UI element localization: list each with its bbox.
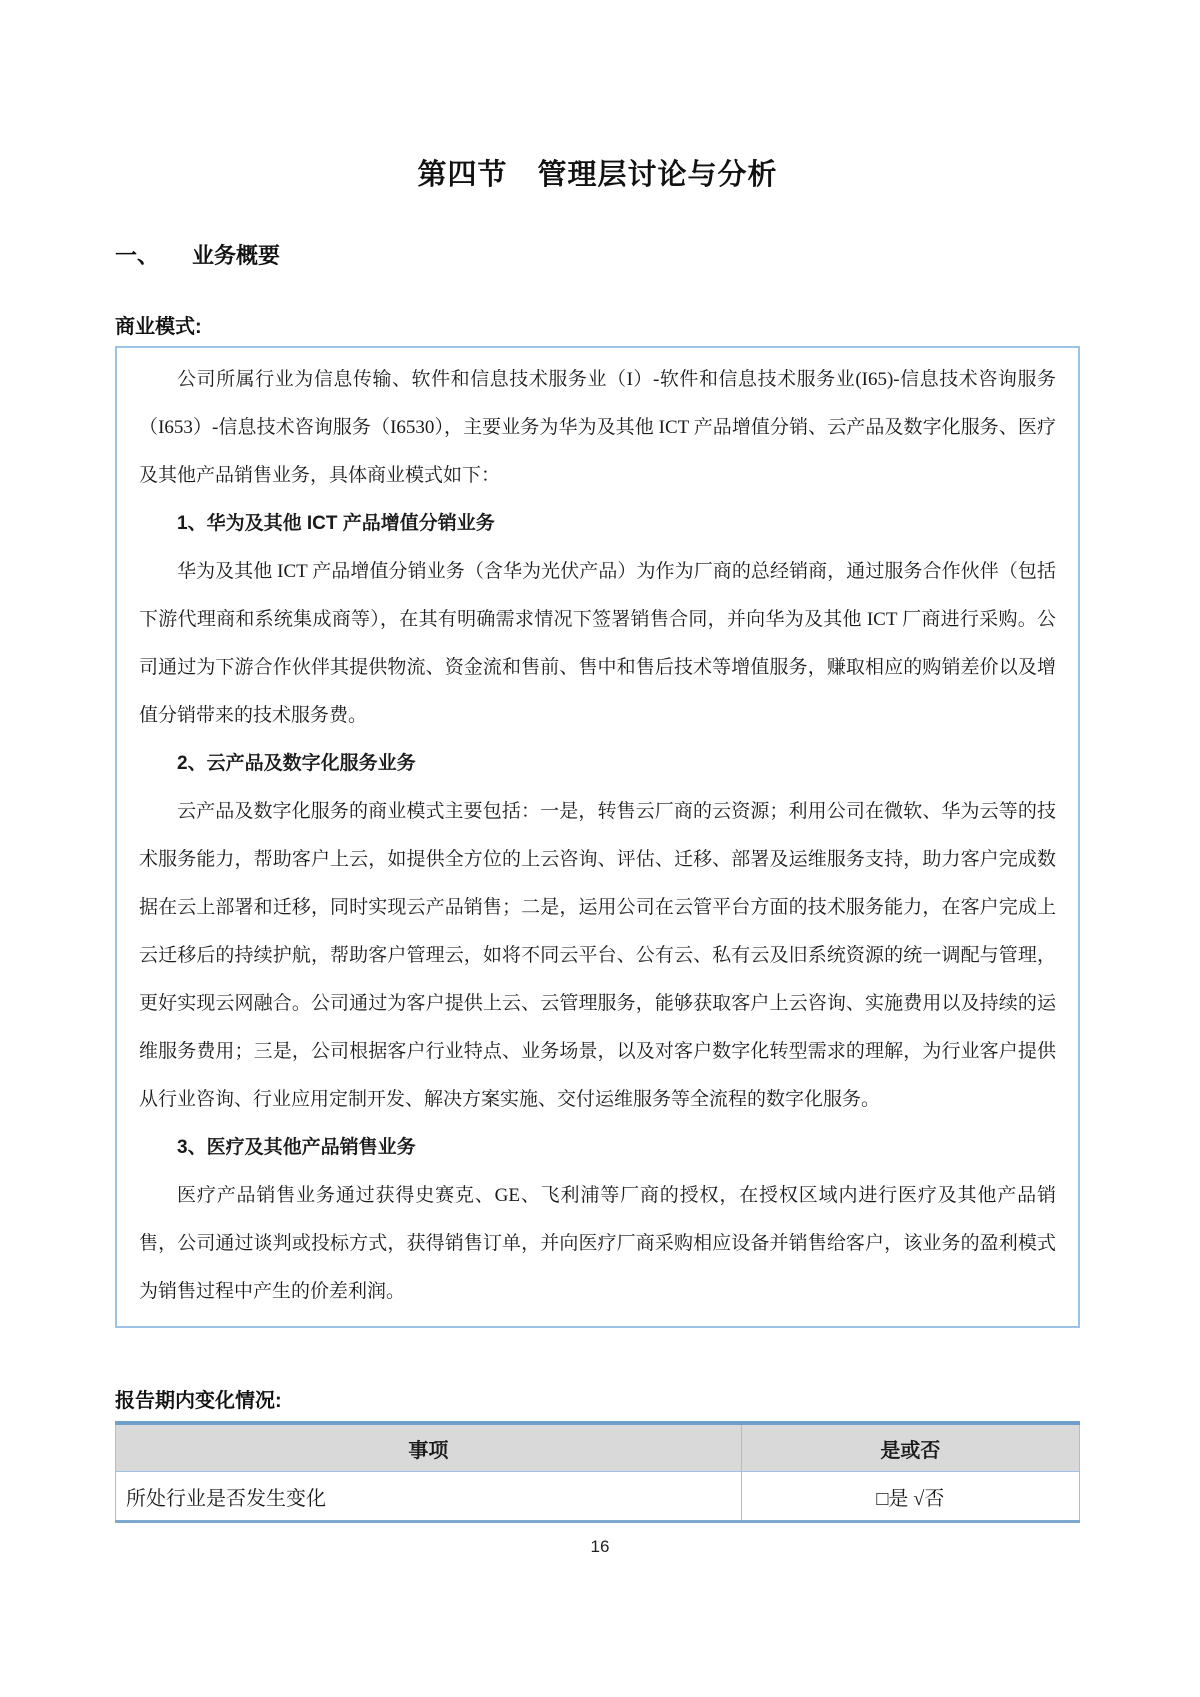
paragraph-medical-sales: 医疗产品销售业务通过获得史赛克、GE、飞利浦等厂商的授权，在授权区域内进行医疗及其他产品销售，公司通过谈判或投标方式，获得销售订单，并向医疗厂商采购相应设备并销售给客户，该业务的盈利模式为销售过程中产生的价差利润。: [139, 1185, 1056, 1302]
cell-industry-change-question: 所处行业是否发生变化: [116, 1472, 742, 1522]
business-model-label: 商业模式:: [115, 316, 202, 338]
changes-table-header-row: [116, 1423, 1080, 1472]
column-header-item: 事项: [116, 1423, 742, 1472]
table-row-industry-change: [116, 1472, 1080, 1522]
subheading-medical-sales: 3、医疗及其他产品销售业务: [177, 1137, 416, 1158]
report-period-changes-label: 报告期内变化情况:: [115, 1390, 282, 1412]
column-header-yes-or-no: 是或否: [741, 1423, 1079, 1472]
page-number: 16: [590, 1537, 610, 1556]
changes-table: [115, 1421, 1080, 1523]
paragraph-cloud-services: 云产品及数字化服务的商业模式主要包括：一是，转售云厂商的云资源；利用公司在微软、华为云等的技术服务能力，帮助客户上云，如提供全方位的上云咨询、评估、迁移、部署及运维服务支持，助力客户完成数据在云上部署和迁移，同时实现云产品销售；二是，运用公司在云管平台方面的技术服务能力，在客户完成上云迁移后的持续护航，帮助客户管理云，如将不同云平台、公有云、私有云及旧系统资源的统一调配与管理，更好实现云网融合。公司通过为客户提供上云、云管理服务，能够获取客户上云咨询、实施费用以及持续的运维服务费用；三是，公司根据客户行业特点、业务场景，以及对客户数字化转型需求的理解，为行业客户提供从行业咨询、行业应用定制开发、解决方案实施、交付运维服务等全流程的数字化服务。: [139, 801, 1056, 1110]
page-title: 第四节 管理层讨论与分析: [417, 159, 778, 191]
business-model-intro-paragraph: 公司所属行业为信息传输、软件和信息技术服务业（I）-软件和信息技术服务业(I65)-信息技术咨询服务（I653）-信息技术咨询服务（I6530），主要业务为华为及其他 ICT 产品增值分销、云产品及数字化服务、医疗及其他产品销售业务，具体商业模式如下：: [139, 369, 1056, 486]
subheading-ict-distribution: 1、华为及其他 ICT 产品增值分销业务: [177, 513, 495, 534]
cell-industry-change-answer: □是 √否: [741, 1472, 1079, 1522]
business-model-box: [115, 346, 1080, 1328]
subheading-cloud-services: 2、云产品及数字化服务业务: [177, 753, 416, 774]
section-heading-business-overview: 一、 业务概要: [115, 243, 281, 268]
paragraph-ict-distribution: 华为及其他 ICT 产品增值分销业务（含华为光伏产品）为作为厂商的总经销商，通过服务合作伙伴（包括下游代理商和系统集成商等），在其有明确需求情况下签署销售合同，并向华为及其他 ICT 厂商进行采购。公司通过为下游合作伙伴其提供物流、资金流和售前、售中和售后技术等增值服务，赚取相应的购销差价以及增值分销带来的技术服务费。: [139, 561, 1056, 726]
